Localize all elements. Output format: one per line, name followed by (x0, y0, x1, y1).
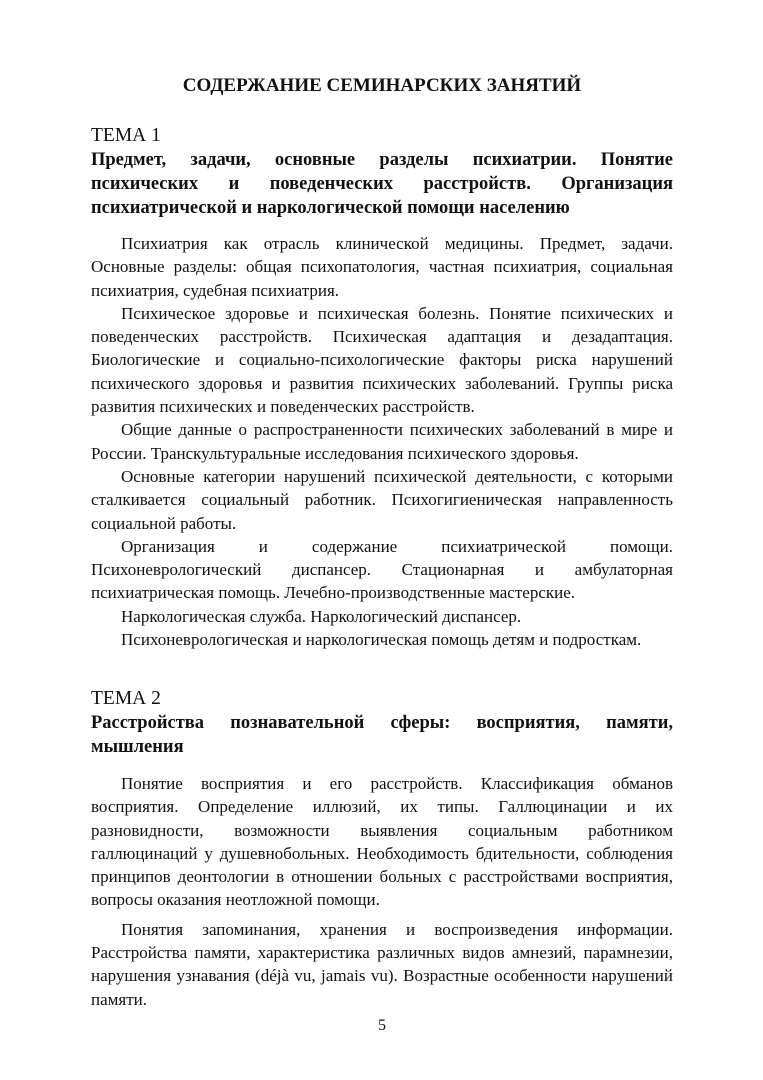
topic-1-paragraph: Психическое здоровье и психическая болезнь. Понятие психических и поведенческих расстройств. Психическая адаптация и дезадаптация. Биологические и социально-психологические факторы риска нарушений психического здоровья и развития психических заболеваний. Группы риска развития психических и поведенческих расстройств. (91, 303, 673, 417)
page-number: 5 (378, 1017, 386, 1034)
topic-1-heading: Предмет, задачи, основные разделы психиатрии. Понятие психических и поведенческих расстройств. Организация психиатрической и наркологической помощи населению (91, 150, 673, 218)
topic-2-paragraph: Понятие восприятия и его расстройств. Классификация обманов восприятия. Определение иллюзий, их типы. Галлюцинации и их разновидности, возможности выявления социальным работником галлюцинаций у душевнобольных. Необходимость бдительности, соблюдения принципов деонтологии в отношении больных с расстройствами восприятия, вопросы оказания неотложной помощи. (91, 774, 673, 910)
topic-1-body (91, 232, 673, 651)
topic-1-paragraph: Общие данные о распространенности психических заболеваний в мире и России. Транскультуральные исследования психического здоровья. (91, 420, 673, 463)
topic-1-paragraph: Основные категории нарушений психической деятельности, с которыми сталкивается социальный работник. Психогигиеническая направленность социальной работы. (91, 466, 673, 533)
topic-1-header (91, 124, 673, 220)
topic-2-paragraph: Понятия запоминания, хранения и воспроизведения информации. Расстройства памяти, характеристика различных видов амнезий, парамнезии, нарушения узнавания (déjà vu, jamais vu). Возрастные особенности нарушений памяти. (91, 919, 673, 1009)
topic-2-heading: Расстройства познавательной сферы: восприятия, памяти, мышления (91, 713, 673, 757)
topic-1-label: ТЕМА 1 (91, 125, 161, 146)
topic-1-paragraph: Организация и содержание психиатрической помощи. Психоневрологический диспансер. Стационарная и амбулаторная психиатрическая помощь. Лечебно-производственные мастерские. (91, 536, 673, 603)
topic-2-header (91, 687, 673, 759)
topic-1-paragraph: Наркологическая служба. Наркологический диспансер. (121, 606, 522, 626)
document-title: СОДЕРЖАНИЕ СЕМИНАРСКИХ ЗАНЯТИЙ (182, 75, 582, 96)
topic-2-label: ТЕМА 2 (91, 688, 161, 709)
topic-1-paragraph: Психиатрия как отрасль клинической медицины. Предмет, задачи. Основные разделы: общая психопатология, частная психиатрия, социальная психиатрия, судебная психиатрия. (91, 234, 673, 300)
document-page (91, 0, 673, 1080)
topic-1-paragraph: Психоневрологическая и наркологическая помощь детям и подросткам. (121, 630, 642, 650)
topic-2-body (91, 772, 673, 1011)
